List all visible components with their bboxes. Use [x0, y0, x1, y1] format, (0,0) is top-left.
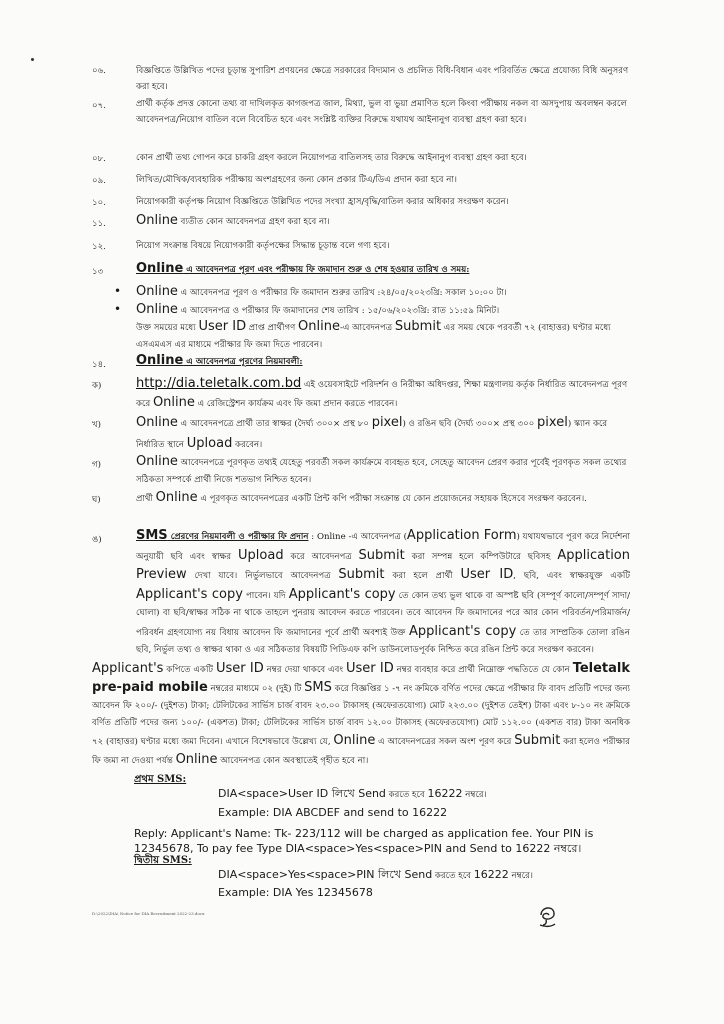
teletalk-link[interactable]: http://dia.teletalk.com.bd [136, 376, 302, 391]
en-term: SMS [136, 528, 168, 543]
second-sms-instruction [218, 866, 533, 885]
item-number: ০৭. [92, 101, 106, 111]
text: করে বিজ্ঞপ্তির ১ -৭ নং ক্রমিকে বর্ণিত পদের ক্ষেত্রে পরীক্ষার ফি বাবদ প্রতিটি পদের জন্য আবেদন ফি ২০০/- (দুইশত) টাকা; টেলিটকের সার্ভিস চার্জ বাবদ ২৩.০০ টাকাসহ (অফেরতযোগ্য) মোট ২২৩.০০ (দুইশত তেইশ) টাকা এবং ৮-১০ নং ক্রমিকে বর্ণিত প্রতিটি পদের জন্য ১০০/- (একশত) টাকা; টেলিটকের সার্ভিস চার্জ বাবদ ১২.০০ টাকাসহ (অফেরতযোগ্য) মোট ১১২.০০ (একশত বার) টাকা অনধিক ৭২ (বাহাত্তর) ঘণ্টার মধ্যে জমা দিবেন। এখানে বিশেষভাবে উল্লেখ্য যে, [92, 684, 630, 747]
text: করতে হবে [432, 871, 474, 881]
item-number: ০৯. [92, 176, 106, 186]
item-text [136, 213, 630, 231]
sub-item-number: ক) [92, 381, 102, 391]
en-term: Online [136, 353, 184, 368]
en-term: User ID [460, 567, 514, 582]
text: আবেদনপত্রে পূরণকৃত তথ্যই যেহেতু পরবর্তী সকল কার্যক্রমে ব্যবহৃত হবে, সেহেতু আবেদন প্রেরণ করার পূর্বেই পূরণকৃত সকল তথ্যের সঠিকতা সম্পর্কে প্রার্থী নিজে শতভাগ নিশ্চিত হবেন। [136, 458, 627, 485]
bullet-text [136, 302, 630, 320]
en-term: User ID [215, 661, 264, 676]
section-14-number: ১৪. [92, 360, 106, 370]
bullet-continuation [136, 318, 630, 354]
second-sms-label: দ্বিতীয় SMS: [134, 855, 192, 866]
first-sms-label: প্রথম SMS: [134, 774, 187, 785]
item-number: ০৮. [92, 154, 106, 164]
text: পাবেন। যদি [242, 590, 289, 601]
section-13-heading [136, 261, 630, 279]
sub-item-number: ঘ) [92, 495, 101, 505]
en-term: Application Preview [136, 547, 630, 582]
sub-item-text [136, 453, 630, 489]
text: এ আবেদনপত্রে প্রার্থী তার স্বাক্ষর (দৈর্ঘ্য ৩০০× প্রস্থ ৮০ [177, 419, 372, 429]
text: এর সময় থেকে পরবর্তী ৭২ (বাহাত্তর) ঘণ্টার মধ্যে এসএমএস এর মাধ্যমে পরীক্ষার ফি জমা দিতে পারবেন। [136, 323, 611, 350]
bullet-icon: • [114, 302, 122, 316]
text: ) যথাযথভাবে পূরণ করে নির্দেশনা অনুযায়ী ছবি এবং স্বাক্ষর [136, 532, 630, 562]
short-code: 16222 [473, 868, 509, 881]
text: আবেদনপত্র কোন অবস্থাতেই গৃহীত হবে না। [217, 756, 369, 766]
en-term: Online [298, 319, 340, 334]
sub-item-text [136, 375, 630, 413]
en-term: User ID [345, 661, 394, 676]
text: করে আবেদনপত্র [283, 551, 359, 562]
en-term: Upload [238, 547, 284, 563]
text: নম্বর দেয়া থাকবে এবং [263, 665, 346, 675]
item-number: ০৬. [92, 66, 106, 76]
file-path-footer: D:\2022\DIA\ Notice for DIA Recruitment 2022-23.docx [92, 911, 205, 916]
text: এ আবেদনপত্রের সকল অংশ পূরণ করে [375, 737, 515, 747]
bullet-body: এ আবেদনপত্র ও পরীক্ষার ফি জমাদানের শেষ তারিখ : ১৫/০৬/২০২৩খ্রি: রাত ১১:৫৯ মিনিট। [177, 306, 500, 316]
text: কপিতে একটি [163, 665, 216, 675]
fee-paragraph [92, 660, 630, 770]
text: করা সম্পন্ন হলে কম্পিউটারে ছবিসহ [404, 551, 558, 562]
item-text: লিখিত/মৌখিক/ব্যবহারিক পরীক্ষায় অংশগ্রহণের জন্য কোন প্রকার টিএ/ডিএ প্রদান করা হবে না। [136, 175, 457, 185]
en-term: Application Form [406, 528, 517, 543]
en-term: SMS [304, 680, 332, 695]
sub-item-text [136, 527, 630, 660]
text: দেখা যাবে। নির্ভুলভাবে আবেদনপত্র [186, 571, 339, 581]
en-term: Online [136, 284, 178, 299]
item-number: ১১. [92, 219, 106, 229]
en-term: Online [175, 752, 218, 767]
en-term: Applicant's copy [136, 586, 243, 602]
en-term: Online [136, 454, 178, 469]
text: করবেন। [232, 440, 263, 450]
bullet-text [136, 284, 630, 302]
text: উক্ত সময়ের মধ্যে [136, 323, 199, 333]
en-term: Online [136, 302, 178, 317]
bullet-icon: • [114, 284, 122, 298]
item-text: নিয়োগকারী কর্তৃপক্ষ নিয়োগ বিজ্ঞপ্তিতে উল্লিখিত পদের সংখ্যা হ্রাস/বৃদ্ধি/বাতিল করার অধিকার সংরক্ষণ করেন। [136, 197, 509, 207]
scan-speck [31, 58, 34, 61]
text: নম্বর ব্যবহার করে প্রার্থী নিম্নোক্ত পদ্ধতিতে যে কোন [393, 665, 573, 675]
text: করা হলেও পরীক্ষার ফি জমা না দেওয়া পর্যন্ত [92, 737, 630, 766]
en-term: Applicant's [92, 661, 164, 676]
short-code: 16222 [427, 787, 463, 800]
signature-initial-icon [537, 903, 559, 929]
text: DIA<space>Yes<space>PIN লিখে Send [218, 868, 433, 881]
en-term: pixel [537, 415, 568, 430]
en-term: Online [136, 261, 184, 276]
en-term: pixel [371, 415, 403, 430]
en-term: Online [152, 395, 195, 410]
bullet-body: এ আবেদনপত্র পূরণ ও পরীক্ষার ফি জমাদান শুরুর তারিখ :২৪/০৫/২০২৩খ্রি: সকাল ১০:০০ টা। [177, 288, 507, 298]
text: -এ আবেদনপত্র [339, 323, 395, 333]
item-text: প্রার্থী কর্তৃক প্রদত্ত কোনো তথ্য বা দাখিলকৃত কাগজপত্র জাল, মিথ্যা, ভুল বা ভুয়া প্রমাণিত হলে কিংবা পরীক্ষায় নকল বা অসদুপায় অবলম্বন করলে আবেদনপত্র/নিয়োগ বাতিল বলে বিবেচিত হবে এবং সংশ্লিষ্ট ব্যক্তির বিরুদ্ধে যথাযথ আইনানুগ ব্যবস্থা গ্রহণ করা হবে। [136, 99, 627, 125]
en-term: Online [136, 415, 178, 430]
en-term: User ID [198, 319, 247, 334]
sub-item-text [136, 489, 630, 508]
text: এ রেজিস্ট্রেশন কার্যক্রম এবং ফি জমা প্রদান করতে পারবেন। [194, 399, 398, 409]
en-term: Upload [186, 436, 233, 451]
text: ) স্ক্যান করে নির্ধারিত স্থানে [136, 419, 608, 450]
en-term: Online [155, 490, 198, 505]
text: , ছবি, এবং স্বাক্ষরযুক্ত একটি [513, 571, 631, 581]
en-term: Online [333, 733, 376, 748]
text: এই ওয়েবসাইটে পরিদর্শন ও নিরীক্ষা অধিদপ্তর, শিক্ষা মন্ত্রণালয় কর্তৃক নির্ধারিত আবেদনপত্র পূরণ করে [136, 380, 628, 409]
en-term: Applicant's copy [409, 623, 517, 639]
en-term: Applicant's copy [288, 586, 396, 602]
first-sms-example: Example: DIA ABCDEF and send to 16222 [218, 806, 448, 819]
text: প্রার্থী [136, 494, 156, 504]
sub-item-number: খ) [92, 420, 101, 430]
heading-text: এ আবেদনপত্র পূরণের নিয়মাবলী: [183, 357, 303, 367]
item-number: ১২. [92, 242, 106, 252]
item-text: কোন প্রার্থী তথ্য গোপন করে চাকরি গ্রহণ করলে নিয়োগপত্র বাতিলসহ তার বিরুদ্ধে আইনানুগ ব্যবস্থা গ্রহণ করা হবে। [136, 153, 527, 163]
second-sms-example: Example: DIA Yes 12345678 [218, 886, 373, 899]
en-term: Online [136, 213, 178, 228]
heading-text: এ আবেদনপত্র পূরণ এবং পরীক্ষায় ফি জমাদান শুরু ও শেষ হওয়ার তারিখ ও সময়: [183, 265, 470, 275]
text: প্রাপ্ত প্রার্থীগণ [246, 323, 299, 333]
reply-text: Reply: Applicant's Name: Tk- 223/112 will be charged as application fee. Your PIN is 12345678, To pay fee Type DIA<space>Yes<space>PIN and Send to 16222 নম্বরে। [134, 827, 594, 855]
en-term: Submit [394, 319, 442, 334]
item-text: বিজ্ঞপ্তিতে উল্লিখিত পদের চূড়ান্ত সুপারিশ প্রণয়নের ক্ষেত্রে সরকারের বিদ্যমান ও প্রচলিত বিধি-বিধান এবং পরিবর্তিত ক্ষেত্রে প্রযোজ্য বিধি অনুসরণ করা হবে। [136, 66, 629, 92]
en-term: Teletalk pre-paid mobile [92, 661, 631, 695]
text: নম্বরে। [462, 790, 487, 800]
text: DIA<space>User ID লিখে Send [218, 787, 386, 800]
text: নম্বরের মাধ্যমে ০২ (দুই) টি [207, 684, 305, 694]
section-14-heading [136, 353, 630, 371]
item-number: ১০. [92, 198, 106, 208]
text: এ পূরণকৃত আবেদনপত্রের একটি প্রিন্ট কপি পরীক্ষা সংক্রান্ত যে কোন প্রয়োজনের সহায়ক হিসেবে সংরক্ষণ করবেন।. [197, 494, 587, 504]
item-text: নিয়োগ সংক্রান্ত বিষয়ে নিয়োগকারী কর্তৃপক্ষের সিদ্ধান্ত চূড়ান্ত বলে গণ্য হবে। [136, 241, 390, 251]
en-term: Submit [338, 567, 385, 582]
text: তে কোন তথ্য ভুল থাকে বা অস্পষ্ট ছবি (সম্পূর্ণ কালো/সম্পূর্ণ সাদা/ঘোলা) বা ছবি/স্বাক্ষর সঠিক না থাকে তাহলে পুনরায় আবেদন করতে পারবেন। তবে আবেদন ফি জমাদানের পরে আর কোন পরিবর্তন/পরিমার্জন/পরিবর্ধন গ্রহণযোগ্য নয় বিধায় আবেদন ফি জমাদানের পূর্বে প্রার্থী অবশ্যই উক্ত [136, 590, 630, 638]
item-text-rest: ব্যতীত কোন আবেদনপত্র গ্রহণ করা হবে না। [177, 217, 330, 227]
en-term: Submit [358, 547, 405, 563]
text: ) ও রঙিন ছবি (দৈর্ঘ্য ৩০০× প্রস্থ ৩০০ [402, 419, 538, 429]
text: : Online -এ আবেদনপত্র ( [308, 532, 407, 542]
heading-text: প্রেরণের নিয়মাবলী ও পরীক্ষার ফি প্রদান [167, 532, 309, 542]
sub-item-number: গ) [92, 460, 101, 470]
sub-item-text [136, 413, 630, 455]
en-term: Submit [514, 733, 561, 748]
first-sms-instruction [218, 785, 487, 804]
text: করতে হবে [385, 790, 428, 800]
text: নম্বরে। [508, 871, 533, 881]
sub-item-number: ঙ) [92, 535, 102, 545]
text: করা হলে প্রার্থী [384, 571, 461, 581]
text: তে তার সাম্প্রতিক তোলা রঙিন ছবি, নির্ভুল তথ্য ও স্বাক্ষর থাকা ও এর সঠিকতার বিষয়টি পিডিএফ কপি ডাউনলোডপূর্বক নিশ্চিত করে রঙিন প্রিন্ট করে সংরক্ষণ করবেন। [136, 627, 630, 655]
section-13-number: ১৩ [92, 267, 104, 277]
